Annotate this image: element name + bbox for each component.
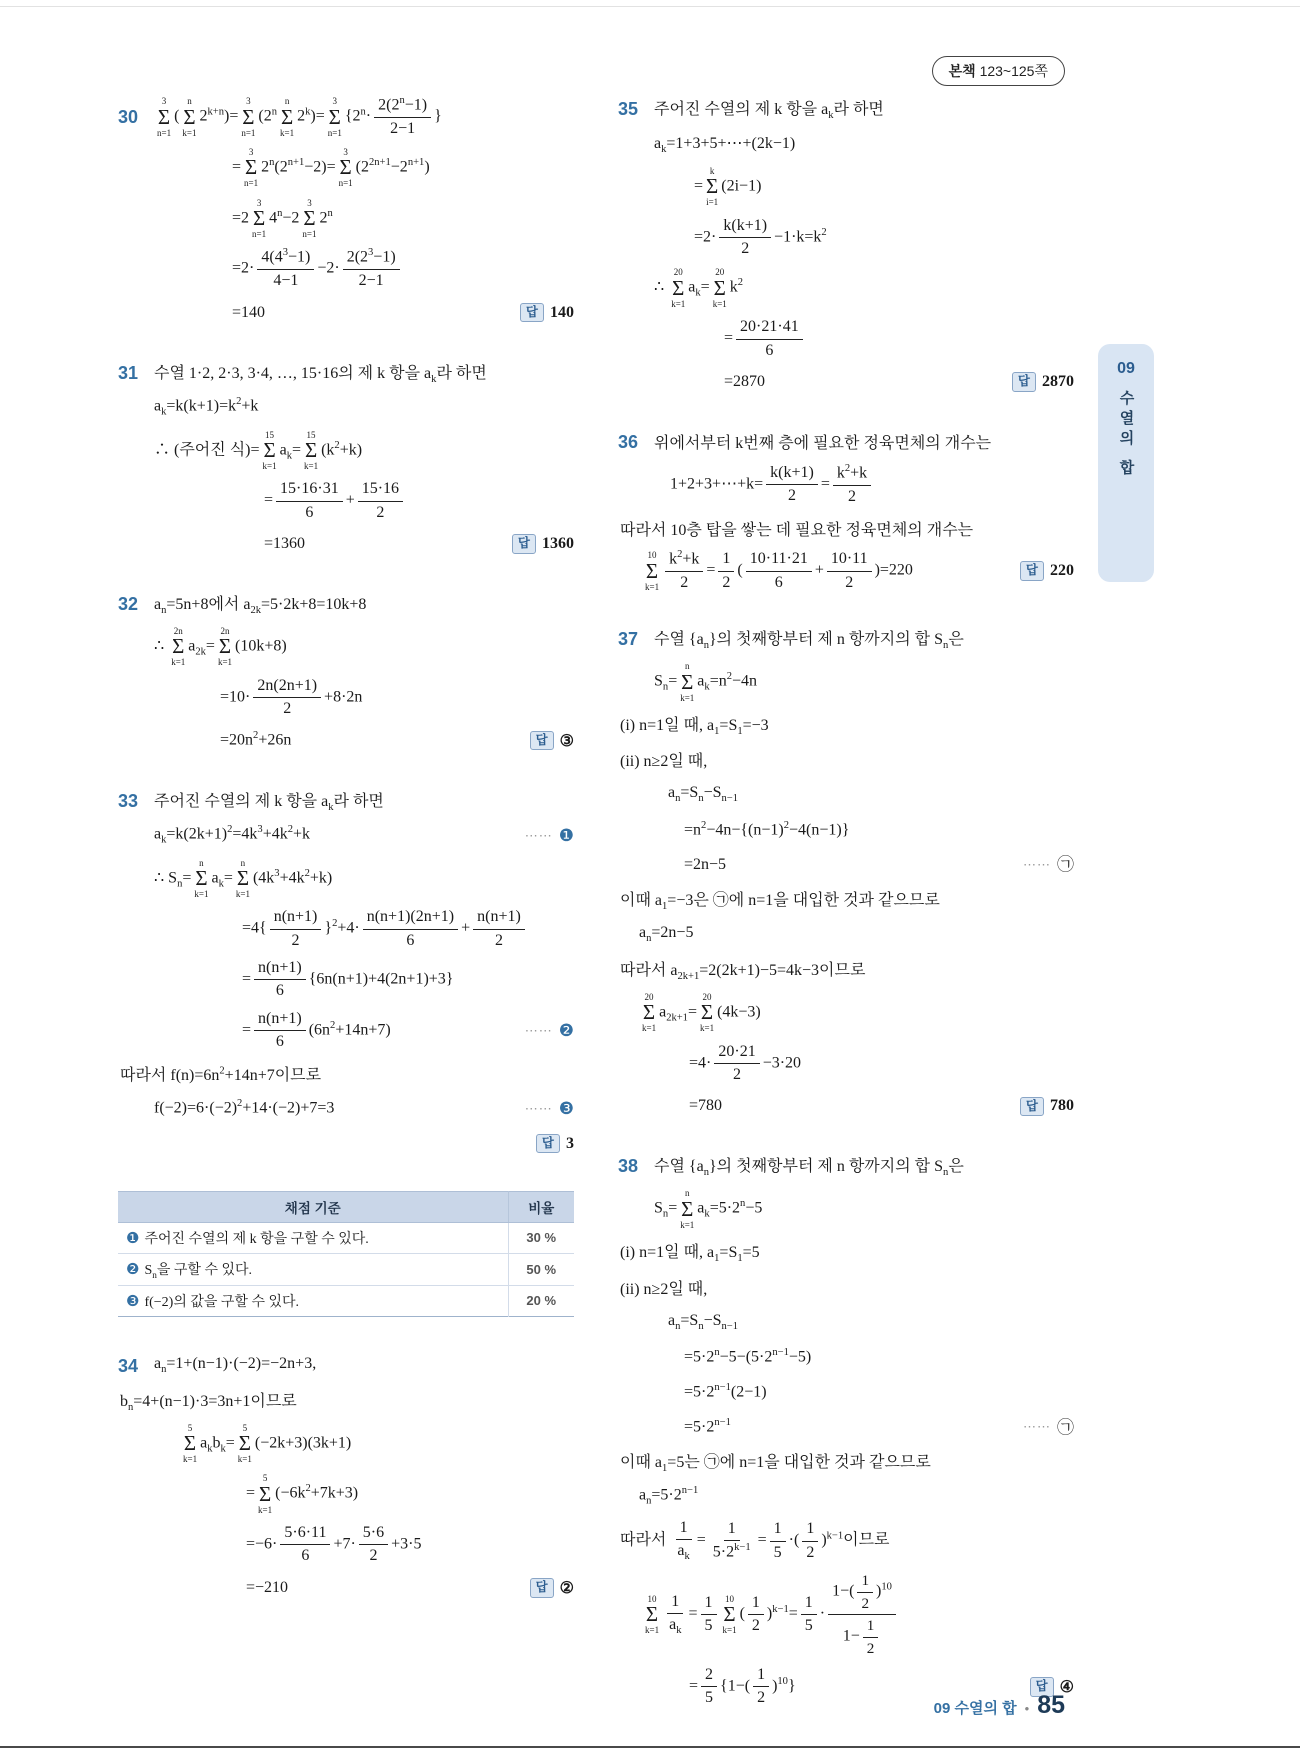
fraction: $\frac{10\cdot 11}{2}$ — [827, 550, 872, 592]
solution-line — [654, 1188, 1074, 1230]
answer-value: 780 — [1050, 1097, 1074, 1115]
math-expression: $a_n=1+(n-1)\cdot(-2)=-2n+3$, — [154, 1355, 317, 1376]
solution-line — [118, 360, 574, 386]
problem-number: 38 — [618, 1156, 639, 1177]
math-expression: =−6· $\frac{5\cdot 6\cdot 11}{6}$ +7· $\frac{5\cdot 6}{2}$ +3·5 — [246, 1523, 422, 1565]
fraction: $\frac{1}{a_k}$ — [677, 1519, 690, 1563]
step-note — [1013, 1419, 1074, 1436]
answer-badge: 답 — [1012, 372, 1036, 392]
math-expression: = 5 Σ k=1 $(-6k^2+7k+3)$ — [246, 1473, 359, 1515]
step-note — [515, 1022, 574, 1039]
math-expression: =2· $\frac{4(4^3-1)}{4-1}$ −2· $\frac{2(2^3-1)}{2-1}$ — [232, 248, 403, 290]
solution-line — [689, 1043, 1074, 1085]
note-leader-dots: ⋯⋯ — [524, 827, 553, 843]
answer-badge: 답 — [1020, 1097, 1044, 1117]
fraction: $\frac{1}{2}$ — [857, 1572, 873, 1612]
sigma-notation: 20 Σ k=1 — [642, 991, 657, 1034]
rubric-ratio-value: 30 % — [508, 1222, 574, 1253]
solution-line — [684, 1344, 1074, 1370]
fraction: $\frac{n(n+1)}{2}$ — [473, 908, 525, 950]
math-expression: 따라서 10층 탑을 쌓는 데 필요한 정육면체의 개수는 — [620, 521, 974, 539]
solution-line — [642, 550, 1074, 592]
page-footer — [934, 1691, 1065, 1720]
solution-line — [118, 591, 574, 617]
sigma-notation: 20 Σ k=1 — [700, 991, 715, 1034]
math-expression: 이때 $a_1=-3$은 ㉠에 n=1을 대입한 것과 같으므로 — [620, 891, 940, 913]
answer-value: 220 — [1050, 562, 1074, 580]
math-expression: = $\frac{2}{5}$ {1−( $\frac{1}{2}$ )$^{10}$} — [689, 1666, 796, 1707]
sigma-notation: 3 Σ n=1 — [244, 147, 259, 189]
solution-line — [264, 531, 574, 557]
math-expression: ∴ $S_n=$ n Σ k=1 $a_k=$ n Σ k=1 $(4k^3+4k^2+k)$ — [154, 857, 333, 899]
solution-line — [684, 1414, 1074, 1440]
answer-value: ③ — [559, 732, 574, 750]
answer-badge: 답 — [512, 534, 536, 554]
header-badge-pages: 123~125쪽 — [975, 63, 1048, 79]
math-expression: (i) n=1일 때, $a_1=S_1=5$ — [620, 1244, 760, 1265]
answer — [502, 534, 574, 554]
fraction: $\frac{1}{2}$ — [863, 1617, 879, 1657]
rubric-ratio-value: 20 % — [508, 1285, 574, 1316]
solution-line — [232, 147, 574, 189]
sigma-notation: n Σ k=1 — [235, 857, 250, 899]
math-expression: 5 Σ k=1 $a_kb_k=$ 5 Σ k=1 (−2k+3)(3k+1) — [183, 1422, 352, 1464]
solution-line — [220, 728, 574, 754]
math-expression: = k Σ i=1 (2i−1) — [694, 166, 762, 208]
math-expression: 20 Σ k=1 $a_{2k+1}=$ 20 Σ k=1 (4k−3) — [642, 991, 761, 1034]
fraction: $\frac{20\cdot 21}{2}$ — [714, 1043, 759, 1085]
solution-line — [154, 1131, 574, 1157]
solution-line — [684, 817, 1074, 843]
fraction: $\frac{15\cdot 16}{2}$ — [358, 480, 403, 522]
problem-30 — [118, 96, 574, 326]
solution-line — [242, 959, 574, 1001]
problem-number: 30 — [118, 107, 139, 128]
problem-number: 33 — [118, 790, 139, 811]
math-expression: =2· $\frac{k(k+1)}{2}$ $-1\cdot k=k^2$ — [694, 216, 827, 258]
sigma-notation: 3 Σ n=1 — [241, 96, 256, 138]
math-expression: 따라서 $a_{2k+1}=2(2k+1)-5=4k-3$이므로 — [620, 961, 866, 983]
solution-line — [639, 1484, 1074, 1510]
rubric-row — [118, 1253, 574, 1285]
sigma-notation: 3 Σ n=1 — [252, 197, 267, 240]
solution-line — [694, 166, 1074, 208]
sigma-notation: n Σ k=1 — [194, 857, 209, 899]
math-expression: 수열 $\{a_n\}$의 첫째항부터 제 n 항까지의 합 $S_n$은 — [654, 1158, 964, 1179]
math-expression: 수열 $\{a_n\}$의 첫째항부터 제 n 항까지의 합 $S_n$은 — [654, 631, 964, 652]
solution-line — [618, 626, 1074, 652]
sigma-notation: n Σ k=1 — [280, 96, 295, 138]
chapter-side-tab — [1098, 344, 1154, 582]
sigma-notation: 15 Σ k=1 — [304, 429, 319, 471]
math-expression: ∴ 20 Σ k=1 $a_k=$ 20 Σ k=1 $k^2$ — [654, 267, 744, 309]
math-expression: $=5\cdot 2^{n-1}(2-1)$ — [684, 1381, 767, 1401]
content-area — [118, 96, 1074, 1742]
fraction: $\frac{1}{5}$ — [801, 1594, 817, 1636]
math-expression: $=n^2-4n-\{(n-1)^2-4(n-1)\}$ — [684, 819, 850, 838]
sigma-notation: 3 Σ n=1 — [327, 96, 342, 138]
grading-criteria-table — [118, 1191, 574, 1317]
math-expression: (ii) n≥2일 때, — [620, 1280, 708, 1298]
math-expression: =4· $\frac{20\cdot 21}{2}$ −3·20 — [689, 1042, 802, 1083]
sigma-notation: 20 Σ k=1 — [712, 267, 727, 309]
answer-value: ② — [559, 1579, 574, 1597]
math-expression: =140 — [232, 303, 266, 321]
solution-line — [154, 1096, 574, 1122]
math-expression: = $\frac{20\cdot 21\cdot 41}{6}$ — [724, 318, 806, 360]
sigma-notation: 5 Σ k=1 — [237, 1422, 252, 1464]
solution-line — [620, 957, 1074, 983]
solution-line — [618, 1153, 1074, 1179]
math-expression: 1+2+3+⋯+k= $\frac{k(k+1)}{2}$ = $\frac{k^2+k}{2}$ — [670, 464, 874, 506]
math-expression: = $\frac{n(n+1)}{6}$ {6n(n+1)+4(2n+1)+3} — [242, 959, 454, 1000]
math-expression: $S_n=$ n Σ k=1 $a_k=5\cdot 2^n-5$ — [654, 1188, 763, 1230]
fraction: $\frac{k(k+1)}{2}$ — [766, 464, 818, 506]
fraction: $\frac{n(n+1)}{2}$ — [270, 908, 322, 950]
math-expression: =4{ $\frac{n(n+1)}{2}$ }$^2$+4· $\frac{n(n+1)(2n+1)}{6}$ + $\frac{n(n+1)}{2}$ — [242, 908, 528, 950]
fraction: $\frac{1}{2}$ — [802, 1520, 818, 1562]
answer-value: 2870 — [1042, 372, 1074, 390]
answer-badge: 답 — [536, 1134, 560, 1154]
math-expression: $a_n=5\cdot 2^{n-1}$ — [639, 1485, 699, 1507]
fraction: $\frac{5\cdot 6}{2}$ — [359, 1524, 388, 1566]
note-leader-dots: ⋯⋯ — [524, 1022, 553, 1038]
step-mark: ❷ — [558, 1021, 574, 1041]
answer-badge: 답 — [520, 303, 544, 323]
sigma-notation: 2n Σ k=1 — [217, 626, 233, 668]
answer-value: ④ — [1059, 1678, 1074, 1696]
math-expression: $a_k=k(k+1)=k^2+k$ — [154, 396, 259, 418]
note-leader-dots: ⋯⋯ — [1023, 1419, 1051, 1434]
solution-line — [120, 1061, 574, 1087]
solution-line — [724, 369, 1074, 395]
solution-line — [120, 1388, 574, 1414]
solution-line — [118, 1353, 574, 1379]
sigma-notation: k Σ i=1 — [706, 166, 719, 208]
answer-badge: 답 — [530, 1578, 554, 1598]
answer-badge: 답 — [1020, 561, 1044, 581]
rubric-criterion: ❷ $S_n$을 구할 수 있다. — [118, 1253, 508, 1285]
solution-line — [668, 782, 1074, 808]
rubric-criterion: ❶ 주어진 수열의 제 k 항을 구할 수 있다. — [118, 1222, 508, 1253]
solution-line — [620, 1239, 1074, 1265]
answer — [1010, 561, 1074, 581]
chapter-number: 09 — [1117, 360, 1135, 377]
solution-line — [639, 922, 1074, 948]
step-mark: ❶ — [558, 826, 574, 846]
math-expression: 수열 1·2, 2·3, 3·4, …, 15·16의 제 k 항을 $a_k$라 하면 — [154, 364, 487, 385]
fraction: $\frac{2(2^n-1)}{2-1}$ — [374, 96, 431, 138]
solution-line — [724, 318, 1074, 360]
fraction: $\frac{1}{a_k}$ — [669, 1592, 682, 1637]
answer — [1002, 372, 1074, 392]
math-expression: $=5\cdot 2^n-5-(5\cdot 2^{n-1}-5)$ — [684, 1346, 812, 1366]
math-expression: 주어진 수열의 제 k 항을 $a_k$라 하면 — [154, 792, 384, 813]
solution-line — [654, 131, 1074, 157]
math-expression: 주어진 수열의 제 k 항을 $a_k$라 하면 — [654, 101, 884, 122]
answer-value: 3 — [566, 1134, 574, 1152]
solution-line — [264, 480, 574, 522]
math-expression: = $\frac{n(n+1)}{6}$ $(6n^2+14n+7)$ — [242, 1009, 391, 1051]
problem-number: 35 — [618, 99, 639, 119]
solution-line — [246, 1524, 574, 1566]
solution-line — [154, 395, 574, 421]
solution-line — [246, 1473, 574, 1515]
problem-number: 37 — [618, 629, 639, 650]
footer-page-number: 85 — [1037, 1691, 1065, 1719]
solution-line — [118, 788, 574, 814]
rubric-row — [118, 1285, 574, 1316]
fraction: $\frac{5\cdot 6\cdot 11}{6}$ — [280, 1524, 330, 1566]
sigma-notation: 15 Σ k=1 — [262, 429, 277, 471]
sigma-notation: n Σ k=1 — [680, 661, 695, 703]
solution-line — [684, 852, 1074, 878]
math-expression: =780 — [689, 1097, 723, 1115]
sigma-notation: 2n Σ k=1 — [171, 626, 186, 668]
answer-badge: 답 — [530, 731, 554, 751]
fraction: $\frac{1}{2}$ — [748, 1594, 764, 1636]
solution-line — [246, 1575, 574, 1601]
fraction: $\frac{k(k+1)}{2}$ — [719, 217, 771, 259]
solution-line — [232, 198, 574, 240]
solution-line — [620, 747, 1074, 773]
sigma-notation: 20 Σ k=1 — [671, 267, 686, 309]
solution-line — [684, 1379, 1074, 1405]
math-expression: = 3 Σ n=1 $2^n(2^{n+1}-2)=$ 3 Σ n=1 $(2^{2n+1}-2^{n+1})$ — [232, 147, 430, 189]
problem-number: 32 — [118, 594, 139, 615]
math-expression: 3 Σ n=1 ( n Σ k=1 $2^{k+n})=$ 3 Σ n=1 (2$^n$ n Σ k=1 $2^k)=$ 3 Σ n=1 {$2^n\cdot$ $\frac{2(2^n-1)}{2-1}$ } — [157, 95, 442, 138]
rubric-header-criteria: 채점 기준 — [118, 1191, 508, 1222]
footer-chapter: 09 수열의 합 — [933, 1700, 1017, 1717]
solution-line — [620, 1274, 1074, 1300]
sigma-notation: 3 Σ n=1 — [302, 197, 317, 240]
step-mark: ❸ — [126, 1293, 140, 1310]
math-expression: 10 Σ k=1 $\frac{1}{a_k}$ = $\frac{1}{5}$ 10 Σ k=1 ( $\frac{1}{2}$ )$^{k-1}$= $\frac{1}{5}$ · 1−( $\frac{1}{2}$ )$^{10}$ 1− $\frac{1}{2}$ — [642, 1572, 899, 1657]
math-expression: =2870 — [724, 372, 766, 390]
answer — [1010, 1097, 1074, 1117]
fraction: 1−( $\frac{1}{2}$ )$^{10}$ 1− $\frac{1}{2}$ — [828, 1572, 896, 1657]
fraction: $\frac{n(n+1)(2n+1)}{6}$ — [363, 908, 458, 950]
math-expression: =−210 — [246, 1578, 289, 1596]
right-column — [618, 96, 1074, 1742]
sigma-notation: 10 Σ k=1 — [722, 1593, 737, 1636]
answer-badge: 답 — [1030, 1677, 1054, 1697]
answer-value: 1360 — [542, 535, 574, 553]
solution-line — [668, 1309, 1074, 1335]
step-mark: ❷ — [126, 1261, 140, 1278]
sigma-notation: n Σ k=1 — [182, 96, 197, 138]
problem-35 — [618, 96, 1074, 395]
solution-line — [154, 626, 574, 668]
step-note — [515, 1100, 574, 1117]
fraction: $\frac{20\cdot 21\cdot 41}{6}$ — [736, 318, 803, 360]
math-expression: ∴ (주어진 식)= 15 Σ k=1 $a_k=$ 15 Σ k=1 $(k^2+k)$ — [154, 429, 363, 471]
fraction: $\frac{n(n+1)}{6}$ — [254, 959, 306, 1001]
solution-line — [670, 464, 1074, 506]
step-note — [1013, 856, 1074, 873]
solution-line — [180, 1423, 574, 1465]
solution-line — [618, 96, 1074, 122]
solution-line — [618, 429, 1074, 455]
fraction: $\frac{k^2+k}{2}$ — [833, 464, 871, 506]
step-mark: ㉠ — [1057, 855, 1074, 875]
math-expression: $a_k=1+3+5+\cdots+(2k-1)$ — [654, 134, 796, 155]
math-expression: =10· $\frac{2n(2n+1)}{2}$ +8·2n — [220, 676, 363, 718]
fraction: $\frac{1}{5}$ — [701, 1594, 717, 1636]
answer — [526, 1134, 574, 1154]
math-expression: $a_n=S_n-S_{n-1}$ — [668, 784, 739, 805]
problem-31 — [118, 360, 574, 557]
bottom-rule — [0, 1746, 1300, 1748]
fraction: $\frac{2n(2n+1)}{2}$ — [253, 677, 321, 719]
problem-37 — [618, 626, 1074, 1119]
math-expression: $a_k=k(2k+1)^2=4k^3+4k^2+k$ — [154, 823, 311, 846]
fraction: $\frac{10\cdot 11\cdot 21}{6}$ — [746, 550, 812, 592]
note-leader-dots: ⋯⋯ — [1023, 856, 1051, 872]
math-expression: 위에서부터 k번째 층에 필요한 정육면체의 개수는 — [654, 435, 992, 453]
fraction: $\frac{n(n+1)}{6}$ — [254, 1010, 306, 1052]
solution-line — [620, 712, 1074, 738]
step-mark: ㉠ — [1057, 1417, 1074, 1437]
math-expression: $S_n=$ n Σ k=1 $a_k=n^2-4n$ — [654, 661, 758, 703]
footer-separator: • — [1024, 1701, 1030, 1716]
sigma-notation: 10 Σ k=1 — [645, 550, 660, 592]
rubric-ratio-value: 50 % — [508, 1253, 574, 1285]
math-expression: =2 3 Σ n=1 $4^n-2$ 3 Σ n=1 2$^n$ — [232, 197, 333, 240]
sigma-notation: 3 Σ n=1 — [338, 147, 353, 189]
solution-line — [242, 1010, 574, 1052]
solution-line — [620, 1449, 1074, 1475]
math-expression: $=5\cdot 2^{n-1}$ — [684, 1416, 731, 1436]
problem-36 — [618, 429, 1074, 592]
note-leader-dots: ⋯⋯ — [524, 1100, 553, 1116]
fraction: $\frac{k^2+k}{2}$ — [665, 550, 703, 592]
math-expression: (ii) n≥2일 때, — [620, 753, 708, 771]
solution-line — [154, 430, 574, 472]
solution-line — [220, 677, 574, 719]
rubric-criterion: ❸ f(−2)의 값을 구할 수 있다. — [126, 1293, 300, 1310]
solution-line — [242, 908, 574, 950]
answer — [510, 303, 574, 323]
sigma-notation: 10 Σ k=1 — [645, 1593, 660, 1636]
problem-34 — [118, 1353, 574, 1601]
math-expression: $b_n=4+(n-1)\cdot 3=3n+1$이므로 — [120, 1392, 297, 1413]
math-expression: $f(-2)=6\cdot(-2)^2+14\cdot(-2)+7=3$ — [154, 1098, 335, 1117]
answer-value: 140 — [550, 303, 574, 321]
math-expression: 따라서 $f(n)=6n^2+14n+7$이므로 — [120, 1065, 322, 1085]
header-badge — [932, 56, 1065, 86]
fraction: $\frac{2}{5}$ — [701, 1666, 717, 1708]
left-column — [118, 96, 574, 1742]
math-expression: =1360 — [264, 535, 306, 553]
solution-line — [689, 1093, 1074, 1119]
fraction: $\frac{4(4^3-1)}{4-1}$ — [257, 248, 314, 290]
solution-line — [154, 858, 574, 900]
fraction: $\frac{1}{2}$ — [753, 1666, 769, 1708]
problem-38 — [618, 1153, 1074, 1707]
math-expression: =2n−5 — [684, 855, 727, 873]
top-rule — [0, 6, 1300, 7]
solution-line — [620, 1519, 1074, 1563]
problem-number: 34 — [118, 1355, 139, 1376]
math-expression: (i) n=1일 때, $a_1=S_1=-3$ — [620, 716, 769, 738]
math-expression: 10 Σ k=1 $\frac{k^2+k}{2}$ = $\frac{1}{2}$ ( $\frac{10\cdot 11\cdot 21}{6}$ + $\frac{10\cdot 11}{2}$ )=220 — [645, 549, 913, 592]
sigma-notation: 3 Σ n=1 — [157, 96, 172, 138]
math-expression: $=20n^2+26n$ — [220, 730, 292, 749]
chapter-title: 수열의 합 — [1117, 390, 1135, 480]
fraction: $\frac{15\cdot 16\cdot 31}{6}$ — [276, 480, 343, 522]
step-mark: ❸ — [558, 1099, 574, 1119]
fraction: $\frac{2(2^3-1)}{2-1}$ — [343, 248, 400, 290]
math-expression: $a_n=5n+8$에서 $a_{2k}=5\cdot 2k+8=10k+8$ — [154, 596, 367, 617]
solution-line — [118, 96, 574, 138]
problem-32 — [118, 591, 574, 753]
solution-line — [639, 992, 1074, 1034]
sigma-notation: 5 Σ k=1 — [258, 1473, 273, 1515]
sigma-notation: 5 Σ k=1 — [183, 1422, 198, 1464]
solution-line — [654, 661, 1074, 703]
math-expression: 따라서 $\frac{1}{a_k}$ = $\frac{1}{5\cdot 2^{k-1}}$ = $\frac{1}{5}$ ·( $\frac{1}{2}$ )$^{k-1}$이므로 — [620, 1519, 890, 1563]
math-expression: ∴ 2n Σ k=1 $a_{2k}=$ 2n Σ k=1 (10k+8) — [154, 626, 287, 668]
sigma-notation: n Σ k=1 — [680, 1188, 695, 1230]
header-badge-bold: 본책 — [948, 63, 976, 79]
math-expression: 이때 $a_1=5$는 ㉠에 n=1을 대입한 것과 같으므로 — [620, 1454, 931, 1475]
solution-line — [232, 248, 574, 290]
problem-number: 31 — [118, 362, 139, 383]
answer — [520, 1578, 574, 1598]
answer — [520, 731, 574, 751]
step-mark: ❶ — [126, 1230, 140, 1247]
fraction: $\frac{1}{5}$ — [770, 1520, 786, 1562]
problem-33 — [118, 788, 574, 1157]
math-expression: = $\frac{15\cdot 16\cdot 31}{6}$ + $\frac{15\cdot 16}{2}$ — [264, 480, 406, 522]
solution-line — [642, 1572, 1074, 1657]
solution-line — [654, 267, 1074, 309]
rubric-row — [118, 1222, 574, 1253]
math-expression: $a_n=S_n-S_{n-1}$ — [668, 1311, 739, 1332]
fraction: $\frac{1}{5\cdot 2^{k-1}}$ — [712, 1520, 751, 1561]
fraction: $\frac{1}{2}$ — [718, 550, 734, 592]
step-note — [515, 827, 574, 844]
solution-line — [232, 300, 574, 326]
solution-line — [620, 887, 1074, 913]
solution-line — [620, 515, 1074, 541]
problem-number: 36 — [618, 431, 639, 452]
rubric-header-ratio: 비율 — [508, 1191, 574, 1222]
math-expression: $a_n=2n-5$ — [639, 924, 694, 945]
solution-line — [154, 823, 574, 849]
solution-line — [694, 217, 1074, 259]
